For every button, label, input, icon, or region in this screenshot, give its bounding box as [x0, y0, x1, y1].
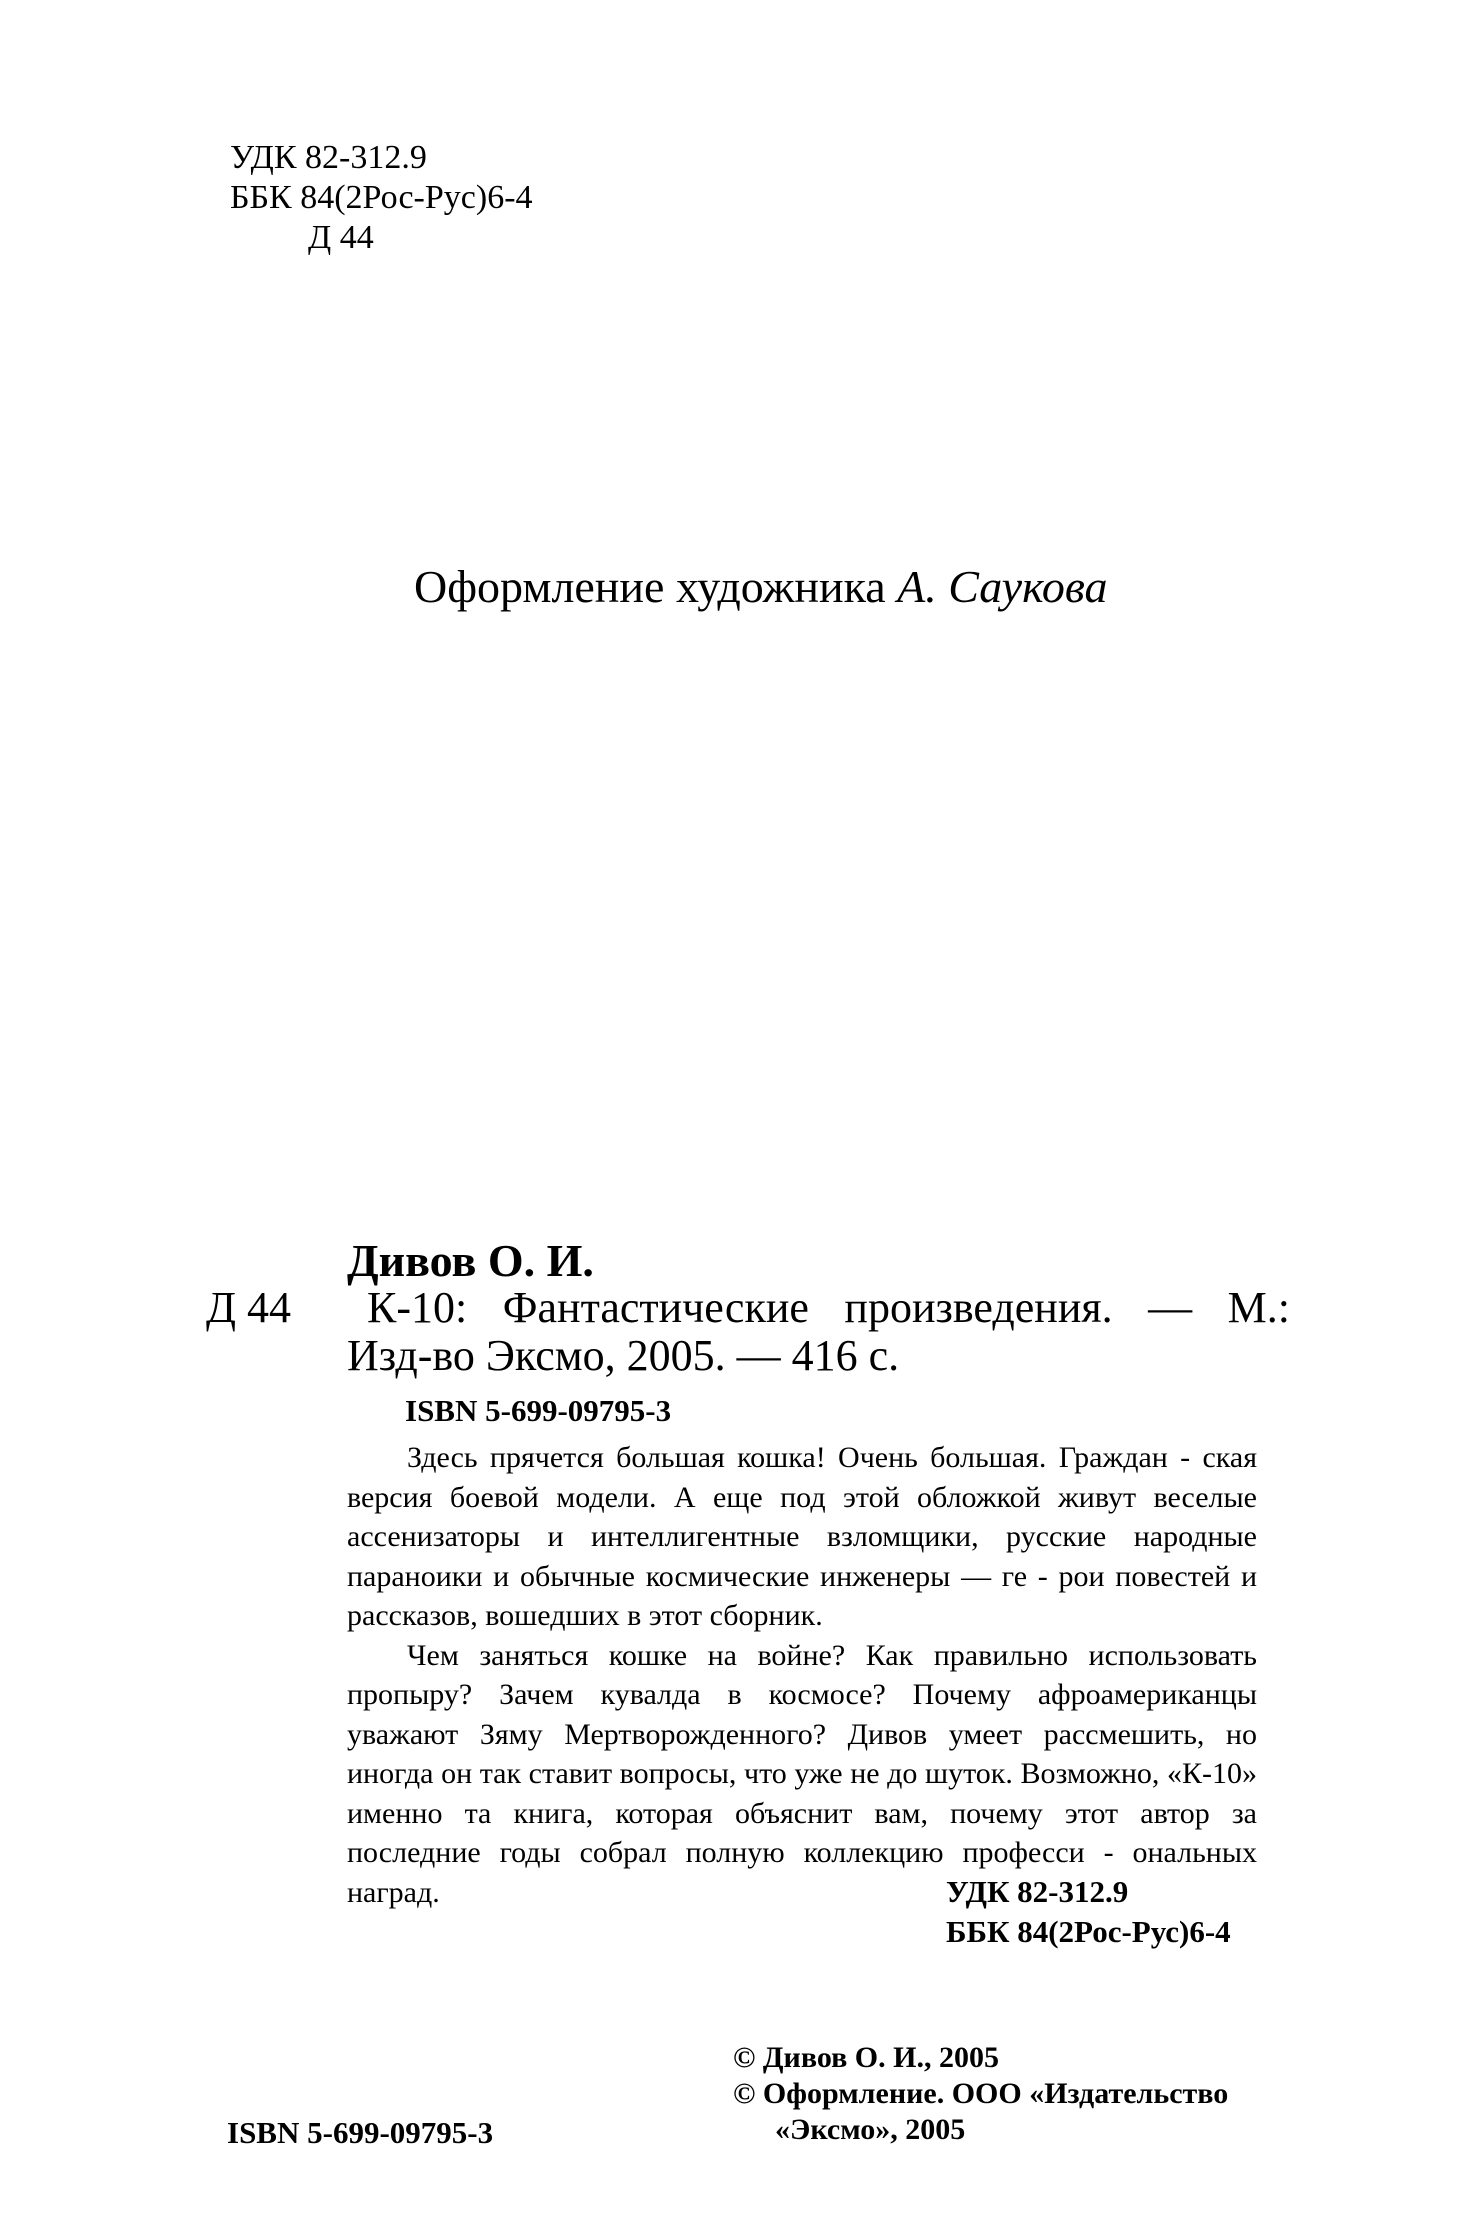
author-mark: Д 44 — [308, 219, 374, 256]
footer-classification-codes — [946, 1872, 1231, 1952]
footer-bbk-code: ББК 84(2Рос-Рус)6-4 — [946, 1914, 1231, 1949]
book-author: Дивов О. И. — [347, 1235, 594, 1286]
shelf-mark: Д 44 — [206, 1283, 292, 1332]
copyright-block — [733, 2040, 1228, 2148]
book-title-line: К-10: Фантастические произведения. — М.: — [367, 1283, 1290, 1332]
design-credit-artist: А. Саукова — [897, 561, 1108, 612]
bbk-code: ББК 84(2Рос-Рус)6-4 — [230, 179, 533, 216]
copyright-design: © Оформление. ООО «Издательство — [733, 2077, 1229, 2110]
design-credit-text: Оформление художника — [414, 561, 898, 612]
udk-code: УДК 82-312.9 — [230, 139, 427, 176]
footer-isbn: ISBN 5-699-09795-3 — [227, 2115, 494, 2150]
publisher-line: Изд-во Эксмо, 2005. — 416 с. — [347, 1331, 900, 1380]
record-isbn: ISBN 5-699-09795-3 — [405, 1393, 672, 1428]
copyright-design-cont: «Эксмо», 2005 — [775, 2113, 966, 2146]
annotation-paragraph: Здесь прячется большая кошка! Очень большая. Граждан - ская версия боевой модели. А еще под этой обложкой живут веселые ассенизаторы и интеллигентные взломщики, русские народные параноики и обычные космические инженеры — ге - рои повестей и рассказов, вошедших в этот сборник. — [347, 1441, 1257, 1632]
copyright-author: © Дивов О. И., 2005 — [733, 2041, 999, 2074]
annotation — [347, 1438, 1257, 1912]
annotation-paragraph: Чем заняться кошке на войне? Как правильно использовать пропыру? Зачем кувалда в космосе? Почему афроамериканцы уважают Зяму Мертворожденного? Дивов умеет рассмешить, но иногда он так ставит вопросы, что уже не до шуток. Возможно, «К-10» именно та книга, которая объяснит вам, почему этот автор за последние годы собрал полную коллекцию професси - ональных наград. — [347, 1638, 1257, 1909]
header-classification-codes — [230, 138, 533, 258]
footer-udk-code: УДК 82-312.9 — [946, 1874, 1129, 1909]
design-credit — [414, 560, 1108, 613]
